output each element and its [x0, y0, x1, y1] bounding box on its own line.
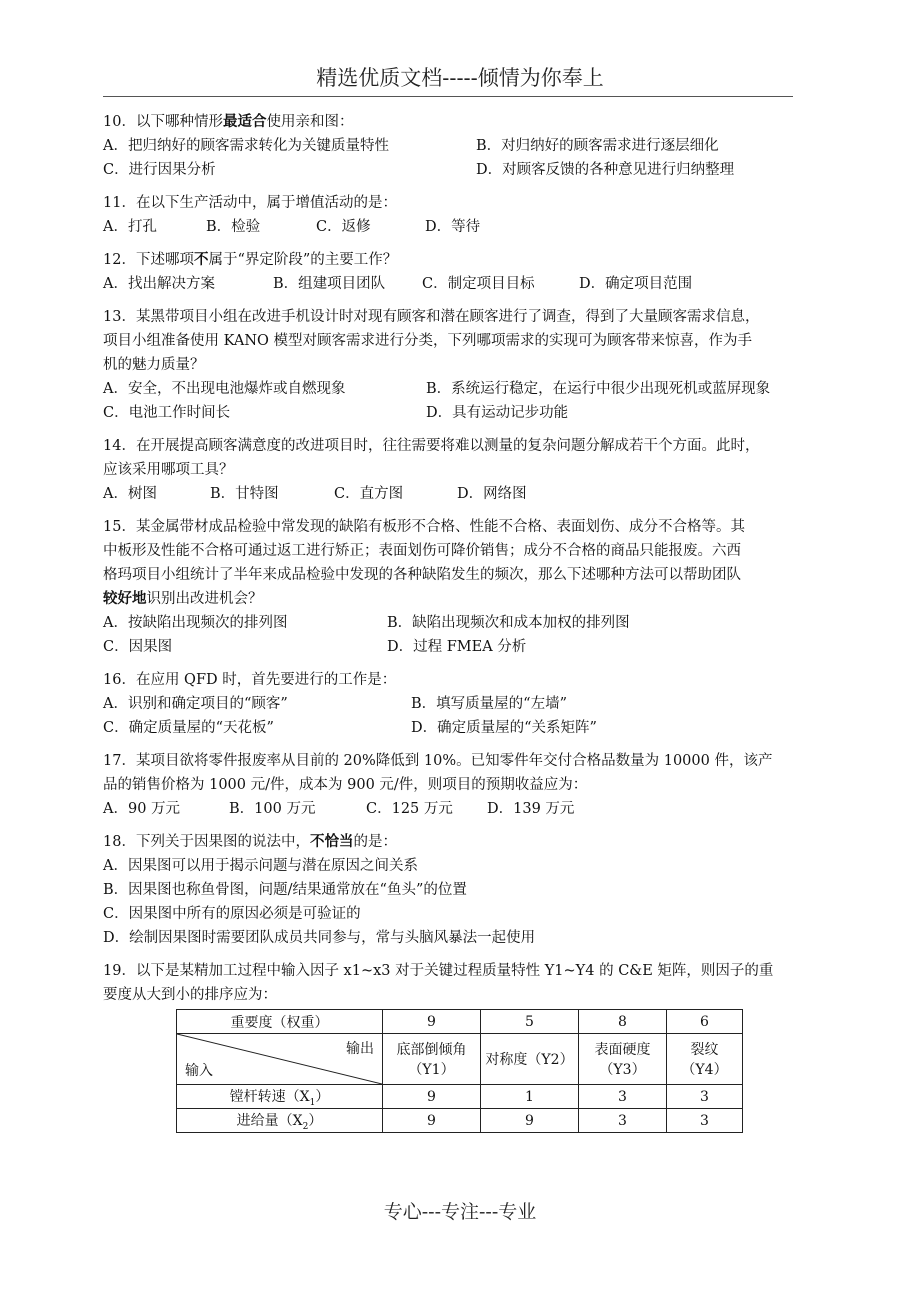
stem-emphasis: 不 [193, 251, 209, 268]
output-code: （Y4） [681, 1062, 728, 1078]
question-14 [103, 434, 798, 506]
output-label: 输出 [346, 1041, 374, 1057]
input-name-cell [177, 1109, 383, 1133]
output-name: 底部倒倾角 [396, 1042, 467, 1058]
score-cell: 3 [579, 1109, 667, 1133]
option-b: B．缺陷出现频次和成本加权的排列图 [387, 615, 630, 631]
question-stem: 项目小组准备使用 KANO 模型对顾客需求进行分类，下列哪项需求的实现可为顾客带来惊喜，作为手 [103, 333, 753, 349]
question-stem: 11．在以下生产活动中，属于增值活动的是： [103, 195, 397, 211]
input-close: ） [308, 1112, 323, 1129]
question-18 [103, 830, 798, 950]
header-row [177, 1034, 743, 1085]
option-b: B．检验 [206, 219, 261, 235]
stem-text: 18．下列关于因果图的说法中， [103, 834, 310, 850]
stem-text: 属于“界定阶段”的主要工作？ [208, 252, 398, 268]
question-15 [103, 515, 798, 659]
option-c: C．电池工作时间长 [103, 405, 231, 421]
output-name: 表面硬度 [594, 1042, 651, 1058]
question-stem: 13．某黑带项目小组在改进手机设计时对现有顾客和潜在顾客进行了调查，得到了大量顾客需求信息， [103, 309, 760, 325]
option-d: D．对顾客反馈的各种意见进行归纳整理 [476, 162, 735, 178]
weight-cell: 5 [481, 1010, 579, 1034]
question-19 [103, 959, 798, 1133]
stem-emphasis: 不恰当 [309, 833, 354, 850]
question-stem [103, 587, 798, 611]
output-header-cell [579, 1034, 667, 1085]
option-b: B．系统运行稳定，在运行中很少出现死机或蓝屏现象 [426, 381, 771, 397]
option-c: C．因果图 [103, 639, 173, 655]
option-d: D．确定项目范围 [579, 276, 693, 292]
table-row [177, 1109, 743, 1133]
option-c: C．进行因果分析 [103, 162, 216, 178]
option-c: C．125 万元 [366, 801, 453, 817]
score-cell: 9 [383, 1085, 481, 1109]
page-footer: 专心---专注---专业 [383, 1201, 537, 1223]
stem-text: 12．下述哪项 [103, 252, 194, 268]
question-17 [103, 749, 798, 821]
input-name-cell [177, 1085, 383, 1109]
option-d: D．139 万元 [487, 801, 575, 817]
output-code: （Y3） [599, 1062, 646, 1078]
stem-text: 使用亲和图： [266, 114, 354, 130]
stem-text: 的是： [353, 834, 397, 850]
input-name: 进给量（X [236, 1112, 303, 1129]
option-d: D．过程 FMEA 分析 [387, 639, 527, 655]
output-code: （Y1） [408, 1062, 455, 1078]
option-a: A．90 万元 [103, 801, 181, 817]
diagonal-header-cell [177, 1034, 383, 1085]
question-12 [103, 248, 798, 296]
question-stem: 应该采用哪项工具？ [103, 462, 234, 478]
question-16 [103, 668, 798, 740]
score-cell: 9 [481, 1109, 579, 1133]
question-stem: 格玛项目小组统计了半年来成品检验中发现的各种缺陷发生的频次，那么下述哪种方法可以帮助团队 [103, 567, 741, 583]
question-stem [103, 110, 798, 134]
question-stem: 15．某金属带材成品检验中常发现的缺陷有板形不合格、性能不合格、表面划伤、成分不合格等。其 [103, 519, 745, 535]
option-a: A．找出解决方案 [103, 276, 215, 292]
option-d: D．网络图 [457, 486, 527, 502]
input-subscript: 1 [309, 1097, 316, 1108]
table-row [177, 1085, 743, 1109]
option-b: B．因果图也称鱼骨图，问题/结果通常放在“鱼头”的位置 [103, 882, 467, 898]
question-list [103, 110, 798, 1142]
question-stem [103, 248, 798, 272]
output-header-cell [667, 1034, 743, 1085]
ce-matrix-table [176, 1009, 743, 1133]
input-name: 镗杆转速（X [229, 1088, 310, 1105]
score-cell: 3 [579, 1085, 667, 1109]
option-c: C．返修 [316, 219, 371, 235]
question-stem [103, 830, 798, 854]
stem-emphasis: 较好地 [103, 590, 147, 607]
option-d: D．具有运动记步功能 [426, 405, 569, 421]
stem-text: 10．以下哪种情形 [103, 114, 223, 130]
weight-cell: 8 [579, 1010, 667, 1034]
question-stem: 16．在应用 QFD 时，首先要进行的工作是： [103, 672, 397, 688]
input-subscript: 2 [302, 1121, 309, 1132]
option-d: D．等待 [425, 219, 481, 235]
option-a: A．识别和确定项目的“顾客” [103, 696, 288, 712]
option-d: D．确定质量屋的“关系矩阵” [411, 720, 597, 736]
output-name: 裂纹 [690, 1042, 719, 1058]
stem-text: 识别出改进机会？ [146, 591, 263, 607]
option-b: B．对归纳好的顾客需求进行逐层细化 [476, 138, 719, 154]
option-a: A．树图 [103, 486, 157, 502]
score-cell: 9 [383, 1109, 481, 1133]
question-10 [103, 110, 798, 182]
question-stem: 中板形及性能不合格可通过返工进行矫正；表面划伤可降价销售；成分不合格的商品只能报废。六西 [103, 543, 741, 559]
stem-emphasis: 最适合 [222, 113, 267, 130]
option-c: C．制定项目目标 [422, 276, 535, 292]
question-stem: 17．某项目欲将零件报废率从目前的 20%降低到 10%。已知零件年交付合格品数量为 10000 件，该产 [103, 753, 773, 769]
weight-label-cell: 重要度（权重） [177, 1010, 383, 1034]
question-stem: 品的销售价格为 1000 元/件，成本为 900 元/件，则项目的预期收益应为： [103, 777, 588, 793]
question-stem: 要度从大到小的排序应为： [103, 987, 277, 1003]
header-rule [103, 96, 793, 97]
option-b: B．组建项目团队 [273, 276, 386, 292]
question-stem: 14．在开展提高顾客满意度的改进项目时，往往需要将难以测量的复杂问题分解成若干个方面。此时， [103, 438, 760, 454]
option-c: C．因果图中所有的原因必须是可验证的 [103, 906, 361, 922]
question-13 [103, 305, 798, 425]
input-close: ） [315, 1088, 330, 1105]
question-11 [103, 191, 798, 239]
option-b: B．甘特图 [210, 486, 279, 502]
option-c: C．直方图 [334, 486, 404, 502]
output-header-cell [481, 1034, 579, 1085]
option-a: A．因果图可以用于揭示问题与潜在原因之间关系 [103, 858, 418, 874]
weight-row [177, 1010, 743, 1034]
option-a: A．把归纳好的顾客需求转化为关键质量特性 [103, 138, 389, 154]
output-name: 对称度（Y2） [485, 1052, 574, 1068]
input-label: 输入 [185, 1063, 213, 1079]
weight-cell: 9 [383, 1010, 481, 1034]
score-cell: 1 [481, 1085, 579, 1109]
option-b: B．100 万元 [229, 801, 316, 817]
page-header: 精选优质文档-----倾情为你奉上 [316, 66, 604, 90]
option-b: B．填写质量屋的“左墙” [411, 696, 567, 712]
weight-cell: 6 [667, 1010, 743, 1034]
option-a: A．打孔 [103, 219, 157, 235]
option-a: A．安全，不出现电池爆炸或自燃现象 [103, 381, 346, 397]
option-d: D．绘制因果图时需要团队成员共同参与，常与头脑风暴法一起使用 [103, 930, 536, 946]
option-a: A．按缺陷出现频次的排列图 [103, 615, 288, 631]
question-stem: 19．以下是某精加工过程中输入因子 x1~x3 对于关键过程质量特性 Y1~Y4 的 C&E 矩阵，则因子的重 [103, 963, 774, 979]
option-c: C．确定质量屋的“天花板” [103, 720, 274, 736]
score-cell: 3 [667, 1085, 743, 1109]
output-header-cell [383, 1034, 481, 1085]
score-cell: 3 [667, 1109, 743, 1133]
question-stem: 机的魅力质量？ [103, 357, 205, 373]
